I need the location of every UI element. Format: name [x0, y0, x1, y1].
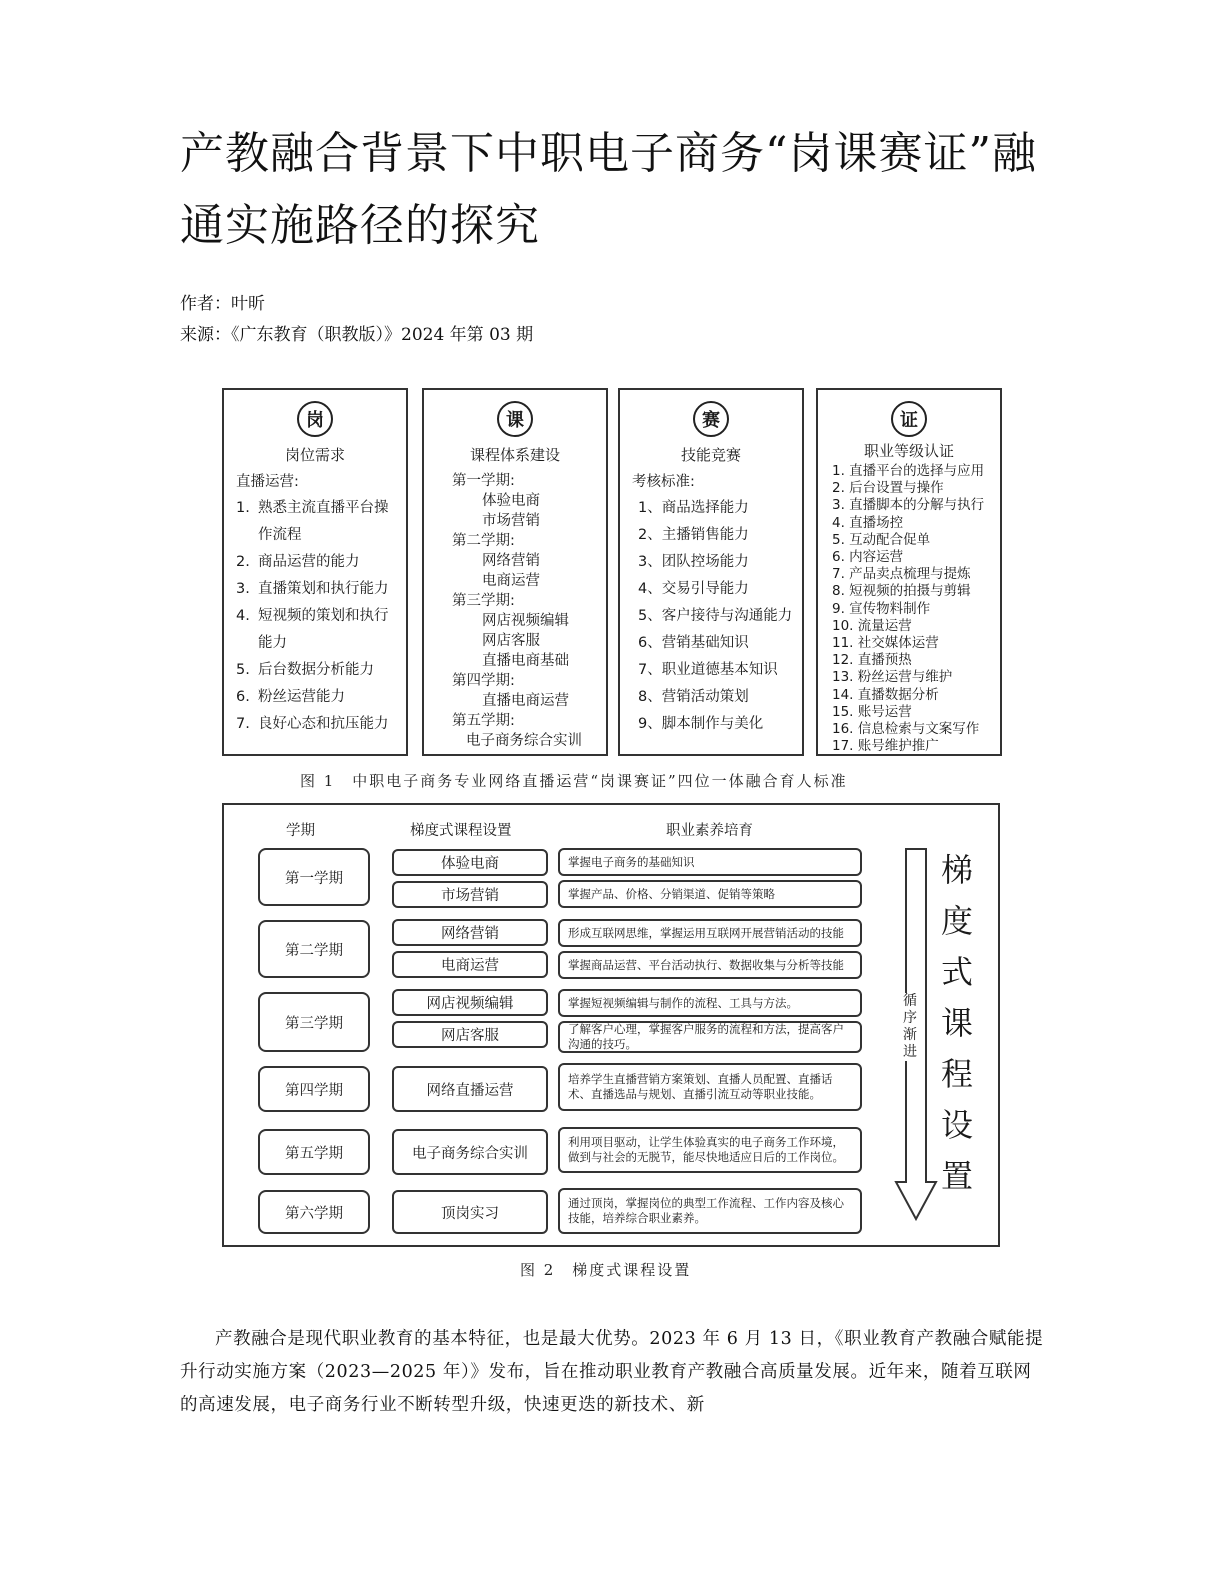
literacy-box: 掌握电子商务的基础知识 — [558, 848, 862, 876]
course-box: 网店视频编辑 — [392, 989, 548, 1016]
literacy-box: 掌握产品、价格、分销渠道、促销等策略 — [558, 880, 862, 908]
term-label: 第五学期: — [452, 713, 515, 729]
list-item: 15. 账号运营 — [832, 703, 912, 720]
semester-box: 第二学期 — [258, 920, 370, 978]
literacy-box: 利用项目驱动，让学生体验真实的电子商务工作环境，做到与社会的无脱节，能尽快地适应日后的工作岗位。 — [558, 1127, 862, 1173]
course-box: 电商运营 — [392, 951, 548, 978]
course-item: 电子商务综合实训 — [466, 733, 582, 749]
header-semester: 学期 — [286, 823, 315, 839]
list-item: 2. 商品运营的能力 — [236, 554, 360, 570]
article-source: 来源：《广东教育（职教版）》2024 年第 03 期 — [180, 325, 534, 345]
list-item: 6、营销基础知识 — [638, 635, 749, 651]
badge-course: 课 — [497, 401, 533, 437]
column-post — [222, 388, 408, 756]
list-item: 16. 信息检索与文案写作 — [832, 721, 980, 738]
badge-certificate: 证 — [891, 401, 927, 437]
literacy-box: 形成互联网思维，掌握运用互联网开展营销活动的技能 — [558, 919, 862, 947]
list-item: 6. 粉丝运营能力 — [236, 689, 345, 705]
term-label: 第四学期: — [452, 673, 515, 689]
course-item: 网店客服 — [482, 633, 540, 649]
semester-box: 第六学期 — [258, 1190, 370, 1234]
course-item: 网店视频编辑 — [482, 613, 569, 629]
column-competition — [618, 388, 804, 756]
header-literacy: 职业素养培育 — [666, 823, 753, 839]
list-item: 1、商品选择能力 — [638, 500, 749, 516]
badge-competition: 赛 — [693, 401, 729, 437]
term-label: 第三学期: — [452, 593, 515, 609]
article-title: 产教融合背景下中职电子商务“岗课赛证”融通实施路径的探究 — [180, 128, 1037, 251]
course-box: 体验电商 — [392, 849, 548, 876]
list-item: 6. 内容运营 — [832, 549, 904, 566]
course-item: 网络营销 — [482, 553, 540, 569]
figure-2 — [222, 803, 1000, 1247]
figure-2-caption: 图 2 梯度式课程设置 — [520, 1261, 692, 1279]
list-item: 3. 直播脚本的分解与执行 — [832, 497, 985, 514]
list-item: 5. 后台数据分析能力 — [236, 662, 374, 678]
literacy-box: 培养学生直播营销方案策划、直播人员配置、直播话术、直播选品与规划、直播引流互动等职业技能。 — [558, 1063, 862, 1111]
header-courses: 梯度式课程设置 — [410, 823, 512, 839]
list-item: 5、客户接待与沟通能力 — [638, 608, 793, 624]
list-item: 8. 短视频的拍摄与剪辑 — [832, 583, 971, 600]
course-item: 直播电商运营 — [482, 693, 569, 709]
literacy-box: 掌握商品运营、平台活动执行、数据收集与分析等技能 — [558, 951, 862, 979]
list-item: 1. 直播平台的选择与应用 — [832, 463, 985, 479]
article-author: 作者：叶昕 — [180, 294, 265, 314]
semester-box: 第三学期 — [258, 992, 370, 1052]
list-item: 7、职业道德基本知识 — [638, 662, 778, 678]
list-item: 2. 后台设置与操作 — [832, 480, 944, 497]
list-item: 17. 账号维护推广 — [832, 738, 939, 755]
list-item: 9、脚本制作与美化 — [638, 716, 764, 732]
course-item: 电商运营 — [482, 573, 540, 589]
course-box: 市场营销 — [392, 881, 548, 908]
list-item: 4. 短视频的策划和执行能力 — [236, 608, 389, 651]
column-course — [422, 388, 608, 756]
list-item: 13. 粉丝运营与维护 — [832, 669, 953, 686]
badge-post: 岗 — [297, 401, 333, 437]
figure-1-caption: 图 1 中职电子商务专业网络直播运营“岗课赛证”四位一体融合育人标准 — [300, 772, 848, 790]
list-item: 3. 直播策划和执行能力 — [236, 581, 389, 597]
list-item: 10. 流量运营 — [832, 617, 912, 634]
list-item: 1. 熟悉主流直播平台操作流程 — [236, 500, 389, 543]
course-item: 体验电商 — [482, 493, 540, 509]
list-item: 4. 直播场控 — [832, 514, 904, 531]
course-item: 直播电商基础 — [482, 653, 569, 669]
list-item: 7. 产品卖点梳理与提炼 — [832, 566, 971, 583]
list-item: 11. 社交媒体运营 — [832, 635, 939, 652]
list-item: 3、团队控场能力 — [638, 554, 749, 570]
progression-label: 循序渐进 — [903, 993, 917, 1060]
column-heading: 职业等级认证 — [863, 442, 954, 460]
column-subheading: 直播运营: — [236, 474, 299, 490]
column-certificate — [816, 388, 1002, 756]
list-item: 14. 直播数据分析 — [832, 686, 939, 703]
column-heading: 课程体系建设 — [469, 446, 560, 464]
course-box: 网店客服 — [392, 1021, 548, 1048]
term-label: 第一学期: — [452, 473, 515, 489]
course-item: 市场营销 — [482, 513, 540, 529]
term-label: 第二学期: — [452, 533, 515, 549]
list-item: 5. 互动配合促单 — [832, 531, 931, 548]
body-paragraph: 产教融合是现代职业教育的基本特征，也是最大优势。2023 年 6 月 13 日，《职业教育产教融合赋能提升行动实施方案（2023—2025 年）》发布，旨在推动职业教育产教融合高质量发展。近年来，随着互联网的高速发展，电子商务行业不断转型升级，快速更迭的新技术、新 — [180, 1329, 1044, 1415]
semester-box: 第一学期 — [258, 848, 370, 906]
column-heading: 技能竞赛 — [680, 446, 741, 464]
semester-box: 第五学期 — [258, 1129, 370, 1175]
literacy-box: 了解客户心理，掌握客户服务的流程和方法，提高客户沟通的技巧。 — [558, 1021, 862, 1053]
list-item: 8、营销活动策划 — [638, 689, 749, 705]
course-box: 顶岗实习 — [392, 1190, 548, 1234]
course-box: 网络直播运营 — [392, 1066, 548, 1112]
course-box: 电子商务综合实训 — [392, 1129, 548, 1175]
gradient-course-label: 梯度式课程设置 — [940, 851, 973, 1195]
column-subheading: 考核标准: — [632, 474, 695, 490]
list-item: 9. 宣传物料制作 — [832, 600, 931, 617]
literacy-box: 掌握短视频编辑与制作的流程、工具与方法。 — [558, 989, 862, 1017]
list-item: 2、主播销售能力 — [638, 527, 749, 543]
list-item: 4、交易引导能力 — [638, 581, 749, 597]
semester-box: 第四学期 — [258, 1066, 370, 1112]
course-box: 网络营销 — [392, 919, 548, 946]
figure-1 — [222, 388, 1002, 760]
column-heading: 岗位需求 — [284, 446, 345, 464]
literacy-box: 通过顶岗，掌握岗位的典型工作流程、工作内容及核心技能，培养综合职业素养。 — [558, 1188, 862, 1234]
list-item: 7. 良好心态和抗压能力 — [236, 716, 389, 732]
list-item: 12. 直播预热 — [832, 652, 912, 669]
